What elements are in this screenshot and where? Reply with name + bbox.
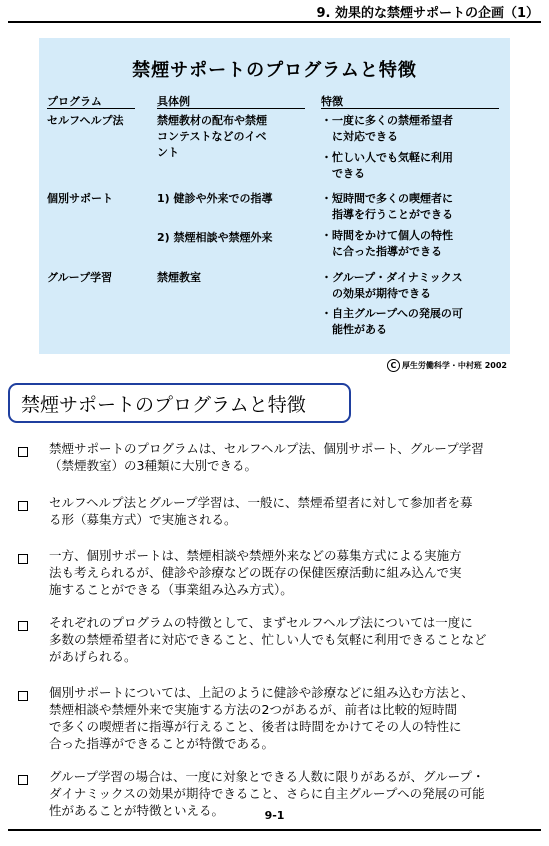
bullet-text: 個別サポートについては、上記のように健診や診療などに組み込む方法と、 禁煙相談や禁煙外来で実施する方法の2つがあるが、前者は比較的短時間 で多くの喫煙者に指導が行えること、後者は時間をかけてその人の特性に 合った指導ができることが特徴である。 bbox=[49, 685, 474, 751]
bullet-text: それぞれのプログラムの特徴として、まずセルフヘルプ法については一度に 多数の禁煙希望者に対応できること、忙しい人でも気軽に利用できることなど があげられる。 bbox=[49, 615, 487, 664]
program-example: 禁煙教材の配布や禁煙 コンテストなどのイベ ント bbox=[157, 114, 267, 159]
column-rule bbox=[47, 108, 135, 109]
copyright-notice bbox=[387, 359, 507, 372]
column-header-program: プログラム bbox=[47, 95, 102, 108]
footer-rule bbox=[8, 829, 541, 831]
program-feature: ・忙しい人でも気軽に利用 できる bbox=[321, 151, 453, 180]
column-rule bbox=[321, 108, 499, 109]
header-title: 9. 効果的な禁煙サポートの企画（1） bbox=[316, 6, 539, 21]
column-header-example: 具体例 bbox=[157, 95, 190, 108]
column-header-features: 特徴 bbox=[321, 95, 343, 108]
program-figure bbox=[39, 38, 510, 354]
checkbox-bullet-icon bbox=[18, 621, 28, 631]
checkbox-bullet-icon bbox=[18, 447, 28, 457]
checkbox-bullet-icon bbox=[18, 554, 28, 564]
page-number: 9-1 bbox=[264, 809, 285, 822]
bullet-text: 一方、個別サポートは、禁煙相談や禁煙外来などの募集方式による実施方 法も考えられるが、健診や診療などの既存の保健医療活動に組み込んで実 施することができる（事業組み込み方式）。 bbox=[49, 548, 462, 597]
program-example: 2) 禁煙相談や禁煙外来 bbox=[157, 231, 273, 244]
program-feature: ・自主グループへの発展の可 能性がある bbox=[321, 307, 463, 336]
program-example: 1) 健診や外来での指導 bbox=[157, 192, 273, 205]
program-name: セルフヘルプ法 bbox=[47, 114, 124, 127]
program-feature: ・一度に多くの禁煙希望者 に対応できる bbox=[321, 114, 453, 143]
program-feature: ・グループ・ダイナミックス の効果が期待できる bbox=[321, 271, 463, 300]
figure-title: 禁煙サポートのプログラムと特徴 bbox=[132, 60, 417, 81]
section-heading-text: 禁煙サポートのプログラムと特徴 bbox=[21, 393, 306, 416]
copyright-text: 厚生労働科学・中村班 2002 bbox=[401, 361, 507, 370]
program-example: 禁煙教室 bbox=[157, 271, 201, 284]
checkbox-bullet-icon bbox=[18, 775, 28, 785]
header-rule bbox=[8, 21, 541, 23]
program-feature: ・時間をかけて個人の特性 に合った指導ができる bbox=[321, 229, 453, 258]
bullet-text: グループ学習の場合は、一度に対象とできる人数に限りがあるが、グループ・ ダイナミックスの効果が期待できること、さらに自主グループへの発展の可能 性があることが特徴といえる。 bbox=[49, 769, 485, 818]
section-heading bbox=[8, 383, 351, 423]
program-feature: ・短時間で多くの喫煙者に 指導を行うことができる bbox=[321, 192, 453, 221]
program-name: グループ学習 bbox=[47, 271, 113, 284]
program-name: 個別サポート bbox=[47, 192, 113, 205]
copyright-icon: C bbox=[387, 359, 400, 372]
bullet-text: セルフヘルプ法とグループ学習は、一般に、禁煙希望者に対して参加者を募 る形（募集方式）で実施される。 bbox=[49, 495, 473, 527]
column-rule bbox=[157, 108, 305, 109]
bullet-text: 禁煙サポートのプログラムは、セルフヘルプ法、個別サポート、グループ学習 （禁煙教室）の3種類に大別できる。 bbox=[49, 441, 484, 473]
checkbox-bullet-icon bbox=[18, 691, 28, 701]
checkbox-bullet-icon bbox=[18, 501, 28, 511]
